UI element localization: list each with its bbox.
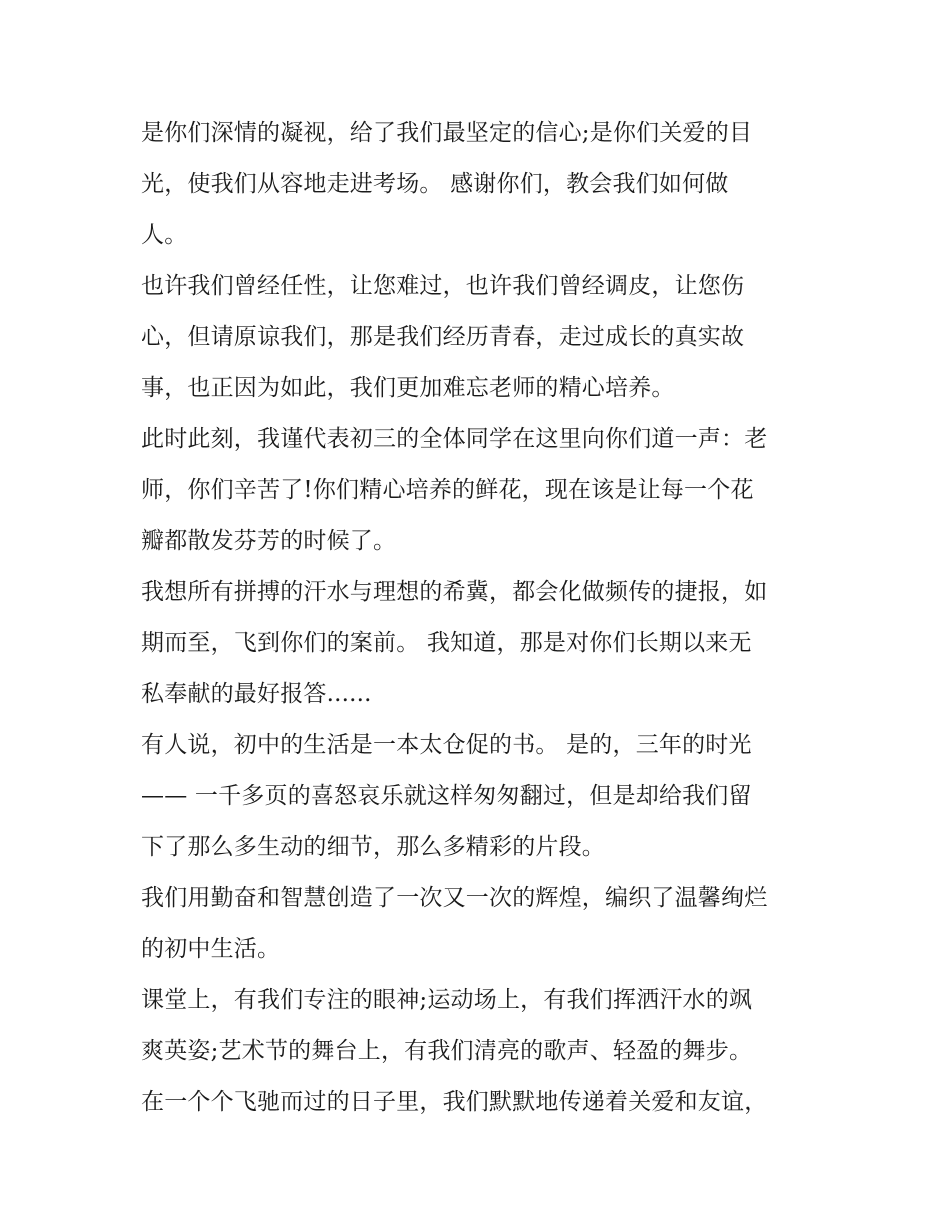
text-line: 在一个个飞驰而过的日子里，我们默默地传递着关爱和友谊， bbox=[141, 1089, 768, 1115]
text-line: —— 一千多页的喜怒哀乐就这样匆匆翻过，但是却给我们留 bbox=[141, 783, 752, 809]
text-line: 心，但请原谅我们，那是我们经历青春，走过成长的真实故 bbox=[141, 324, 745, 350]
text-line: 期而至，飞到你们的案前。 我知道，那是对你们长期以来无 bbox=[141, 630, 752, 656]
text-line: 人。 bbox=[141, 222, 188, 248]
document-body bbox=[141, 108, 821, 1128]
text-line: 师，你们辛苦了!你们精心培养的鲜花，现在该是让每一个花 bbox=[141, 477, 754, 503]
text-line: 课堂上，有我们专注的眼神;运动场上，有我们挥洒汗水的飒 bbox=[141, 987, 753, 1013]
text-line: 下了那么多生动的细节，那么多精彩的片段。 bbox=[141, 834, 605, 860]
text-line: 光，使我们从容地走进考场。 感谢你们，教会我们如何做 bbox=[141, 171, 729, 197]
text-line: 瓣都散发芬芳的时候了。 bbox=[141, 528, 397, 554]
text-line: 有人说，初中的生活是一本太仓促的书。 是的，三年的时光 bbox=[141, 732, 752, 758]
text-line: 事，也正因为如此，我们更加难忘老师的精心培养。 bbox=[141, 375, 675, 401]
text-line: 我想所有拼搏的汗水与理想的希冀，都会化做频传的捷报，如 bbox=[141, 579, 768, 605]
text-line: 也许我们曾经任性，让您难过，也许我们曾经调皮，让您伤 bbox=[141, 273, 745, 299]
text-line: 爽英姿;艺术节的舞台上，有我们清亮的歌声、轻盈的舞步。 bbox=[141, 1038, 753, 1064]
text-line: 我们用勤奋和智慧创造了一次又一次的辉煌，编织了温馨绚烂 bbox=[141, 885, 768, 911]
text-line: 是你们深情的凝视，给了我们最坚定的信心;是你们关爱的目 bbox=[141, 120, 753, 146]
text-line: 此时此刻，我谨代表初三的全体同学在这里向你们道一声：老 bbox=[141, 426, 768, 452]
text-line: 的初中生活。 bbox=[141, 936, 281, 962]
text-line: 私奉献的最好报答...... bbox=[141, 681, 372, 707]
